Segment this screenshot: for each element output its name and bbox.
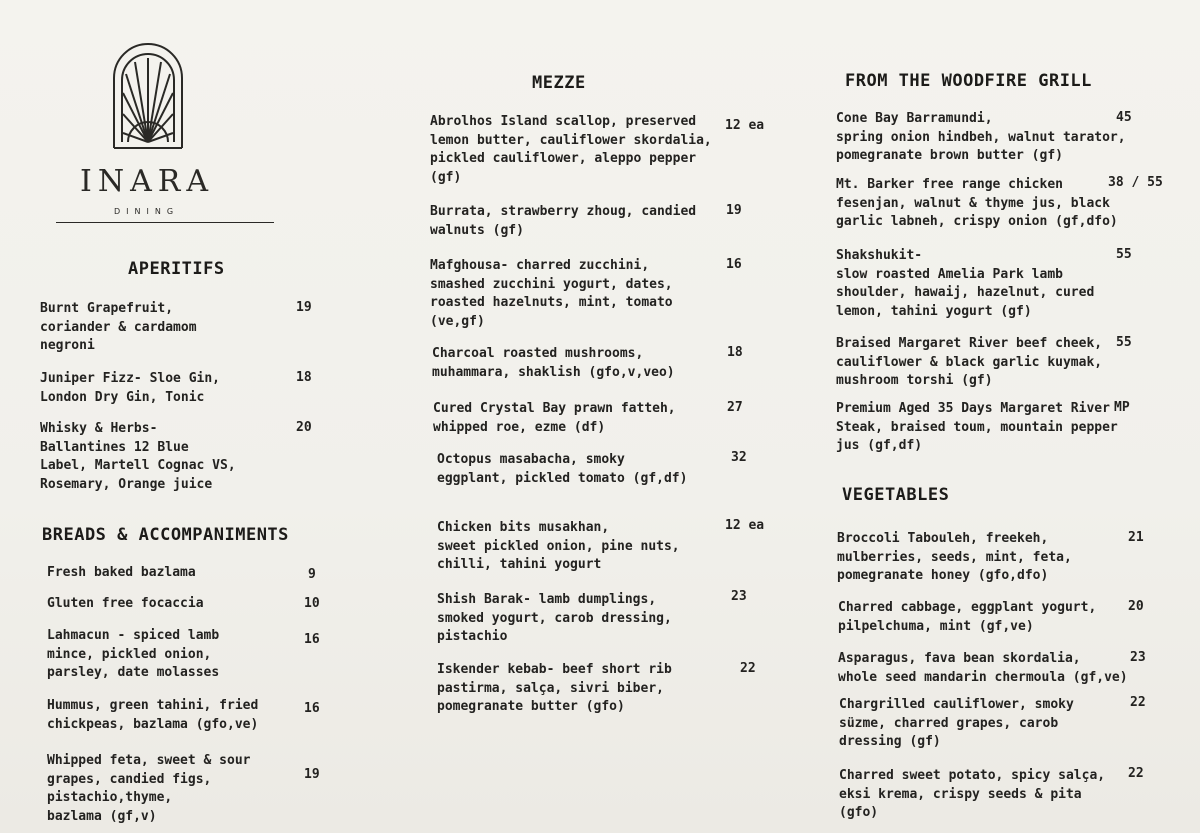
menu-item-price: 23 — [1130, 650, 1146, 665]
menu-item-price: 16 — [304, 701, 320, 716]
section-title-vegetables: VEGETABLES — [842, 485, 950, 505]
menu-item: Braised Margaret River beef cheek, cauliflower & black garlic kuymak, mushroom torshi (gf) — [836, 336, 1103, 388]
brand-divider — [56, 222, 274, 223]
menu-item-price: MP — [1114, 400, 1130, 415]
menu-item: Cured Crystal Bay prawn fatteh, whipped roe, ezme (df) — [433, 401, 676, 435]
menu-item-price: 19 — [726, 203, 742, 218]
menu-item-price: 16 — [304, 632, 320, 647]
menu-item: Burrata, strawberry zhoug, candied walnuts (gf) — [430, 204, 697, 238]
menu-item: Juniper Fizz- Sloe Gin, London Dry Gin, Tonic — [40, 371, 221, 405]
menu-item-price: 18 — [296, 370, 312, 385]
menu-item-price: 22 — [1130, 695, 1146, 710]
menu-item-price: 22 — [740, 661, 756, 676]
menu-item: Mt. Barker free range chicken fesenjan, walnut & thyme jus, black garlic labneh, crispy onion (gf,dfo) — [836, 177, 1118, 229]
menu-item: Shish Barak- lamb dumplings, smoked yogurt, carob dressing, pistachio — [437, 592, 672, 644]
section-title-grill: FROM THE WOODFIRE GRILL — [845, 71, 1092, 91]
menu-item-price: 19 — [296, 300, 312, 315]
brand-name: INARA — [80, 164, 215, 199]
menu-item: Chicken bits musakhan, sweet pickled onion, pine nuts, chilli, tahini yogurt — [437, 520, 680, 572]
menu-item: Shakshukit- slow roasted Amelia Park lamb shoulder, hawaij, hazelnut, cured lemon, tahini yogurt (gf) — [836, 248, 1095, 319]
section-title-aperitifs: APERITIFS — [128, 259, 225, 279]
menu-item: Charred cabbage, eggplant yogurt, pilpelchuma, mint (gf,ve) — [838, 600, 1097, 634]
menu-item-price: 10 — [304, 596, 320, 611]
menu-item-price: 12 ea — [725, 518, 765, 533]
menu-item: Charred sweet potato, spicy salça, eksi krema, crispy seeds & pita (gfo) — [839, 768, 1106, 820]
menu-item: Gluten free focaccia — [47, 596, 204, 611]
brand-subtitle: DINING — [114, 207, 180, 216]
menu-item: Hummus, green tahini, fried chickpeas, bazlama (gfo,ve) — [47, 698, 259, 732]
menu-item-price: 9 — [308, 567, 316, 582]
menu-item: Premium Aged 35 Days Margaret River Steak, braised toum, mountain pepper jus (gf,df) — [836, 401, 1118, 453]
menu-item: Charcoal roasted mushrooms, muhammara, shaklish (gfo,v,veo) — [432, 346, 675, 380]
section-title-breads: BREADS & ACCOMPANIMENTS — [42, 525, 289, 545]
menu-item: Asparagus, fava bean skordalia, whole seed mandarin chermoula (gf,ve) — [838, 651, 1128, 685]
menu-item: Iskender kebab- beef short rib pastirma, salça, sivri biber, pomegranate butter (gfo) — [437, 662, 672, 714]
menu-item: Mafghousa- charred zucchini, smashed zucchini yogurt, dates, roasted hazelnuts, mint, tomato (ve,gf) — [430, 258, 673, 329]
menu-item-price: 21 — [1128, 530, 1144, 545]
menu-item-price: 23 — [731, 589, 747, 604]
menu-item: Broccoli Tabouleh, freekeh, mulberries, seeds, mint, feta, pomegranate honey (gfo,dfo) — [837, 531, 1072, 583]
menu-item: Whisky & Herbs- Ballantines 12 Blue Label, Martell Cognac VS, Rosemary, Orange juice — [40, 421, 236, 492]
menu-item-price: 19 — [304, 767, 320, 782]
menu-item-price: 55 — [1116, 335, 1132, 350]
sunrise-arch-logo-icon — [108, 38, 188, 156]
menu-item: Octopus masabacha, smoky eggplant, pickled tomato (gf,df) — [437, 452, 688, 486]
menu-item-price: 22 — [1128, 766, 1144, 781]
menu-item: Cone Bay Barramundi, spring onion hindbeh, walnut tarator, pomegranate brown butter (gf) — [836, 111, 1126, 163]
menu-item: Abrolhos Island scallop, preserved lemon butter, cauliflower skordalia, pickled cauliflower, aleppo pepper (gf) — [430, 114, 712, 185]
menu-item-price: 27 — [727, 400, 743, 415]
menu-item: Burnt Grapefruit, coriander & cardamom negroni — [40, 301, 197, 353]
menu-item-price: 55 — [1116, 247, 1132, 262]
menu-item-price: 32 — [731, 450, 747, 465]
menu-item-price: 20 — [1128, 599, 1144, 614]
menu-item-price: 38 / 55 — [1108, 175, 1163, 190]
menu-item: Whipped feta, sweet & sour grapes, candied figs, pistachio,thyme, bazlama (gf,v) — [47, 753, 251, 824]
menu-item: Fresh baked bazlama — [47, 565, 196, 580]
menu-item-price: 16 — [726, 257, 742, 272]
section-title-mezze: MEZZE — [532, 73, 586, 93]
menu-item-price: 45 — [1116, 110, 1132, 125]
menu-item-price: 12 ea — [725, 118, 765, 133]
menu-item-price: 18 — [727, 345, 743, 360]
menu-item: Chargrilled cauliflower, smoky süzme, charred grapes, carob dressing (gf) — [839, 697, 1074, 749]
menu-item: Lahmacun - spiced lamb mince, pickled onion, parsley, date molasses — [47, 628, 220, 680]
menu-item-price: 20 — [296, 420, 312, 435]
